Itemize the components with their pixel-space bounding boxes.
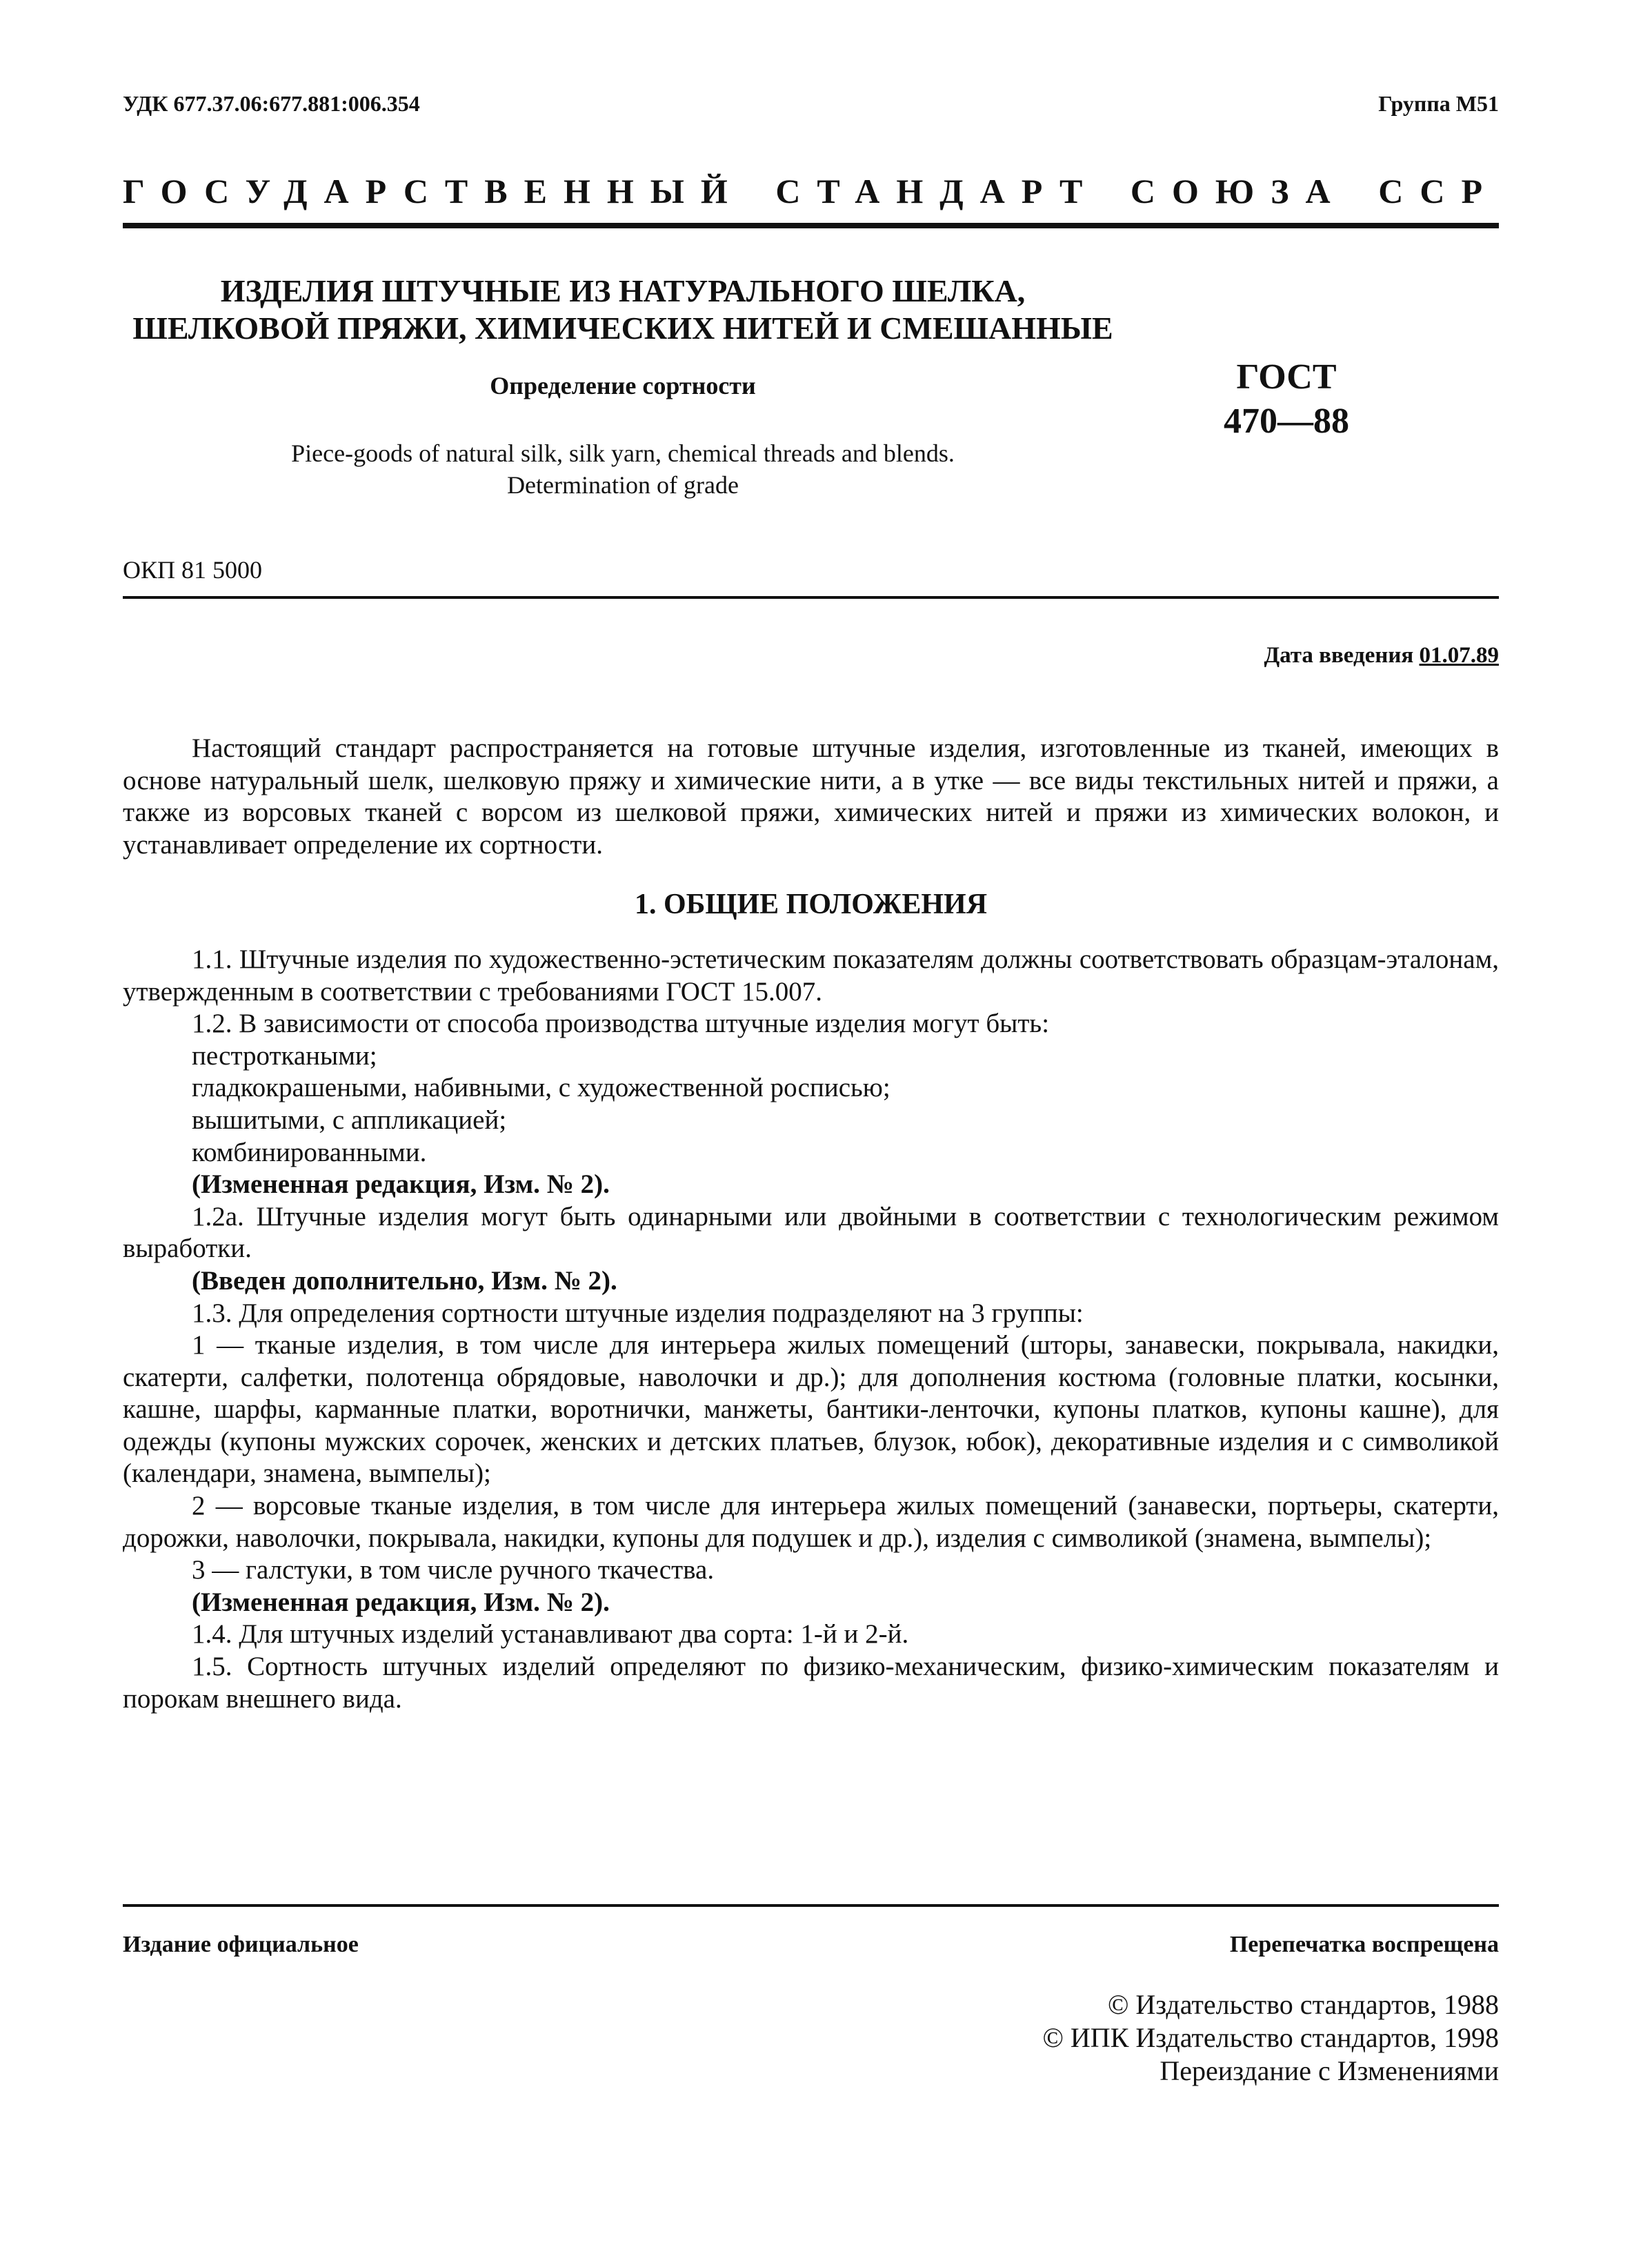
udk-code: УДК 677.37.06:677.881:006.354 xyxy=(123,91,420,116)
group-2: 2 — ворсовые тканые изделия, в том числе для интерьера жилых помещений (занавески, портьеры, скатерти, дорожки, наволочки, покрывала, накидки, купоны для подушек и др.), изделия с символикой (знамена, вымпелы); xyxy=(123,1491,1499,1553)
clause-1-2a: 1.2а. Штучные изделия могут быть одинарными или двойными в соответствии с технологическим режимом выработки. xyxy=(123,1201,1499,1264)
group-3: 3 — галстуки, в том числе ручного ткачества. xyxy=(192,1555,715,1585)
copyright-block xyxy=(1043,1988,1499,2088)
document-body xyxy=(123,733,1499,1715)
gost-label: ГОСТ xyxy=(1236,357,1337,397)
clause-1-5: 1.5. Сортность штучных изделий определяют по физико-механическим, физико-химическим показателям и порокам внешнего вида. xyxy=(123,1652,1499,1714)
group-1: 1 — тканые изделия, в том числе для интерьера жилых помещений (шторы, занавески, покрывала, накидки, скатерти, салфетки, полотенца обрядовые, наволочки и др.); для дополнения костюма (головные платки, косынки, кашне, шарфы, карманные платки, воротнички, манжеты, бантики-ленточки, купоны платков, купоны кашне), для одежды (купоны мужских сорочек, женских и детских платьев, блузок, юбок), декоративные изделия и с символикой (календари, знамена, вымпелы); xyxy=(123,1330,1499,1489)
english-title-line: Determination of grade xyxy=(507,471,739,499)
gost-designation xyxy=(1173,355,1400,444)
clause-1-2: 1.2. В зависимости от способа производства штучные изделия могут быть: xyxy=(192,1009,1050,1039)
banner-word: ССР xyxy=(1378,172,1499,210)
footer-divider xyxy=(123,1904,1499,1907)
document-title xyxy=(123,273,1123,347)
clause-1-1: 1.1. Штучные изделия по художественно-эстетическим показателям должны соответствовать образцам-эталонам, утвержденным в соответствии с требованиями ГОСТ 15.007. xyxy=(123,944,1499,1007)
official-edition: Издание официальное xyxy=(123,1932,359,1957)
date-value: 01.07.89 xyxy=(1419,643,1499,668)
section-heading: 1. ОБЩИЕ ПОЛОЖЕНИЯ xyxy=(634,889,988,921)
amendment-note: (Измененная редакция, Изм. № 2). xyxy=(192,1587,610,1617)
okp-code: ОКП 81 5000 xyxy=(123,556,263,584)
state-standard-banner xyxy=(123,171,1499,211)
english-title xyxy=(123,437,1123,501)
english-title-line: Piece-goods of natural silk, silk yarn, chemical threads and blends. xyxy=(291,439,955,467)
list-item: вышитыми, с аппликацией; xyxy=(192,1105,507,1135)
reissue-note: Переиздание с Изменениями xyxy=(1160,2055,1499,2086)
title-divider xyxy=(123,596,1499,599)
clause-1-3: 1.3. Для определения сортности штучные изделия подразделяют на 3 группы: xyxy=(192,1298,1084,1328)
amendment-note: (Измененная редакция, Изм. № 2). xyxy=(192,1169,610,1200)
clause-1-4: 1.4. Для штучных изделий устанавливают два сорта: 1-й и 2-й. xyxy=(192,1619,909,1650)
header-divider xyxy=(123,223,1499,228)
amendment-note: (Введен дополнительно, Изм. № 2). xyxy=(192,1265,617,1296)
document-subtitle: Определение сортности xyxy=(490,372,756,399)
banner-word: ГОСУДАРСТВЕННЫЙ xyxy=(123,172,744,210)
list-item: комбинированными. xyxy=(192,1137,427,1167)
copyright-line: © Издательство стандартов, 1988 xyxy=(1107,1989,1499,2020)
group-code: Группа М51 xyxy=(1378,91,1499,116)
reprint-prohibited: Перепечатка воспрещена xyxy=(1229,1932,1499,1957)
banner-word: СОЮЗА xyxy=(1130,172,1347,210)
title-line: ШЕЛКОВОЙ ПРЯЖИ, ХИМИЧЕСКИХ НИТЕЙ И СМЕШАННЫЕ xyxy=(132,310,1113,346)
intro-paragraph: Настоящий стандарт распространяется на готовые штучные изделия, изготовленные из тканей, имеющих в основе натуральный шелк, шелковую пряжу и химические нити, а в утке — все виды текстильных нитей и пряжи, а также из ворсовых тканей с ворсом из шелковой пряжи, химических нитей и пряжи из химических волокон, и устанавливает определение их сортности. xyxy=(123,733,1499,860)
list-item: гладкокрашеными, набивными, с художественной росписью; xyxy=(192,1073,890,1103)
gost-number: 470—88 xyxy=(1224,402,1349,441)
list-item: пестроткаными; xyxy=(192,1040,377,1071)
date-label: Дата введения xyxy=(1264,643,1414,668)
banner-word: СТАНДАРТ xyxy=(775,172,1099,210)
title-line: ИЗДЕЛИЯ ШТУЧНЫЕ ИЗ НАТУРАЛЬНОГО ШЕЛКА, xyxy=(220,273,1026,308)
introduction-date xyxy=(1264,643,1499,669)
copyright-line: © ИПК Издательство стандартов, 1998 xyxy=(1042,2022,1499,2053)
